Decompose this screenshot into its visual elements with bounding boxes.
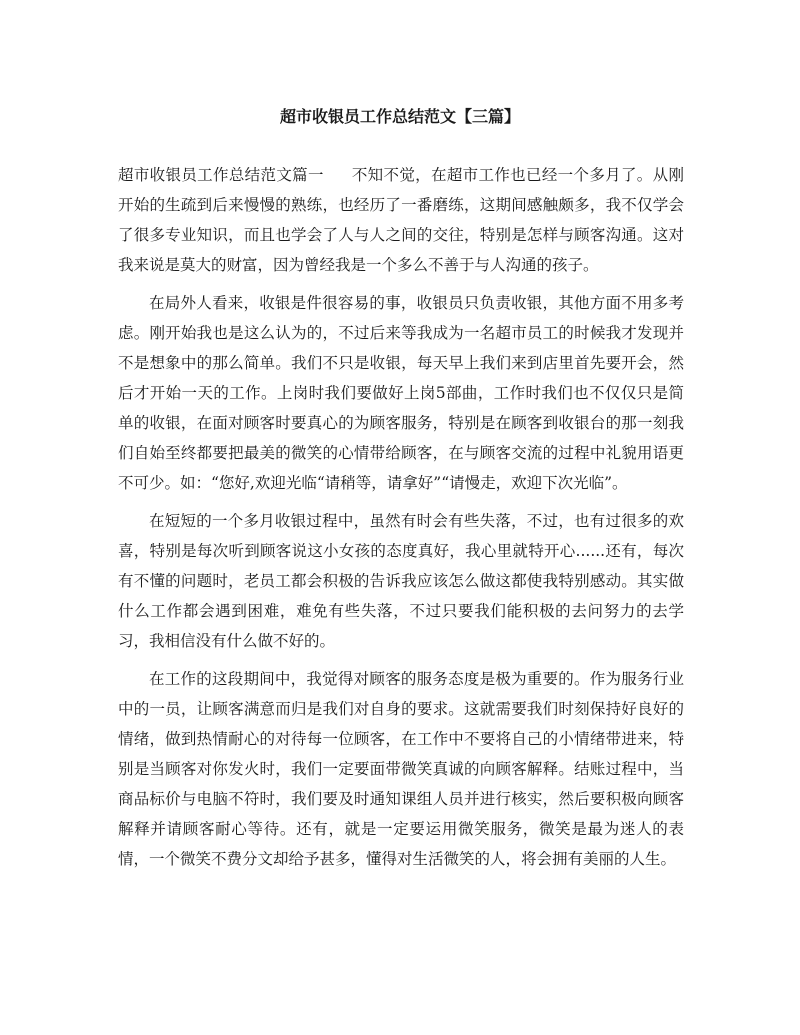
paragraph-2: 在局外人看来，收银是件很容易的事，收银员只负责收银，其他方面不用多考虑。刚开始我也是这么认为的，不过后来等我成为一名超市员工的时候我才发现并不是想象中的那么简单。我们不只是收银，每天早上我们来到店里首先要开会，然后才开始一天的工作。上岗时我们要做好上岗5部曲，工作时我们也不仅仅只是简单的收银，在面对顾客时要真心的为顾客服务，特别是在顾客到收银台的那一刻我们自始至终都要把最美的微笑的心情带给顾客，在与顾客交流的过程中礼貌用语更不可少。如：“您好,欢迎光临“请稍等，请拿好”“请慢走，欢迎下次光临”。 bbox=[118, 294, 684, 492]
paragraph-3: 在短短的一个多月收银过程中，虽然有时会有些失落，不过，也有过很多的欢喜，特别是每次听到顾客说这小女孩的态度真好，我心里就特开心......还有，每次有不懂的问题时，老员工都会积极的告诉我应该怎么做这都使我特别感动。其实做什么工作都会遇到困难，难免有些失落，不过只要我们能积极的去问努力的去学习，我相信没有什么做不好的。 bbox=[118, 512, 684, 650]
paragraph-1 bbox=[118, 160, 684, 280]
document-body bbox=[118, 160, 684, 874]
document-title: 超市收银员工作总结范文【三篇】 bbox=[279, 107, 520, 126]
paragraph-1-text: 不知不觉，在超市工作也已经一个多月了。从刚开始的生疏到后来慢慢的熟练，也经历了一番磨练，这期间感触颇多，我不仅学会了很多专业知识，而且也学会了人与人之间的交往，特别是怎样与顾客沟通。这对我来说是莫大的财富，因为曾经我是一个多么不善于与人沟通的孩子。 bbox=[118, 166, 684, 274]
paragraph-4: 在工作的这段期间中，我觉得对顾客的服务态度是极为重要的。作为服务行业中的一员，让顾客满意而归是我们对自身的要求。这就需要我们时刻保持好良好的情绪，做到热情耐心的对待每一位顾客，在工作中不要将自己的小情绪带进来，特别是当顾客对你发火时，我们一定要面带微笑真诚的向顾客解释。结账过程中，当商品标价与电脑不符时，我们要及时通知课组人员并进行核实，然后要积极向顾客解释并请顾客耐心等待。还有，就是一定要运用微笑服务，微笑是最为迷人的表情，一个微笑不费分文却给予甚多，懂得对生活微笑的人，将会拥有美丽的人生。 bbox=[118, 670, 684, 868]
section-label: 超市收银员工作总结范文篇一 bbox=[118, 166, 324, 184]
